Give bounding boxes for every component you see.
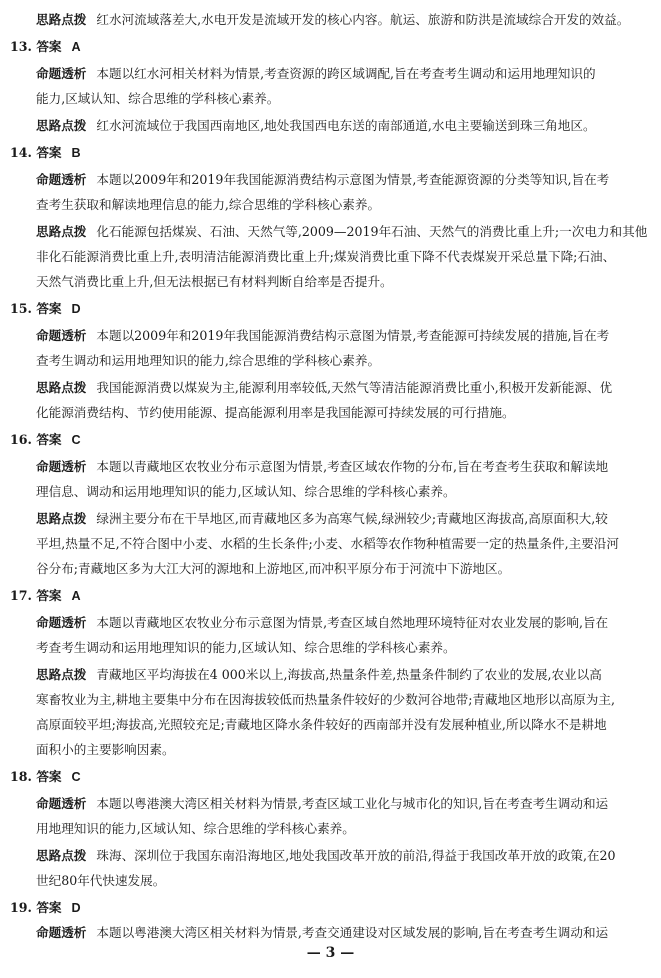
line-text: 本题以粤港澳大湾区相关材料为情景,考查区域工业化与城市化的知识,旨在考查考生调动和运 — [96, 796, 609, 811]
text-line — [36, 819, 651, 839]
answer-value: A — [71, 40, 81, 54]
text-line — [36, 89, 651, 109]
answer-value: D — [71, 901, 81, 915]
line-text: 红水河流域位于我国西南地区,地处我国西电东送的南部通道,水电主要输送到珠三角地区。 — [96, 118, 596, 133]
answer-label: 答案 — [36, 145, 62, 160]
line-text: 平坦,热量不足,不符合图中小麦、水稻的生长条件;小麦、水稻等农作物种植需要一定的热量条件,主要沿河 — [36, 536, 619, 551]
line-text: 考查考生调动和运用地理知识的能力,区域认知、综合思维的学科核心素养。 — [36, 640, 456, 655]
answer-line — [10, 767, 625, 787]
text-line — [36, 690, 651, 710]
text-line — [36, 326, 651, 346]
text-line — [36, 247, 651, 267]
section-label: 命题透析 — [36, 459, 87, 474]
line-text: 用地理知识的能力,区域认知、综合思维的学科核心素养。 — [36, 821, 355, 836]
answer-label: 答案 — [36, 769, 62, 784]
line-text: 本题以2009年和2019年我国能源消费结构示意图为情景,考查能源可持续发展的措施,旨在考 — [96, 328, 610, 343]
line-text: 青藏地区平均海拔在4 000米以上,海拔高,热量条件差,热量条件制约了农业的发展,农业以高 — [96, 667, 602, 682]
question-number: 15. — [10, 301, 32, 316]
line-text: 查考生获取和解读地理信息的能力,综合思维的学科核心素养。 — [36, 197, 381, 212]
text-line — [36, 457, 651, 477]
answer-label: 答案 — [36, 900, 62, 915]
line-text: 珠海、深圳位于我国东南沿海地区,地处我国改革开放的前沿,得益于我国改革开放的政策,在20 — [96, 848, 616, 863]
question-number: 16. — [10, 432, 32, 447]
answer-value: D — [71, 302, 81, 316]
line-text: 寒畜牧业为主,耕地主要集中分布在因海拔较低而热量条件较好的少数河谷地带;青藏地区地形以高原为主, — [36, 692, 615, 707]
section-label: 命题透析 — [36, 328, 87, 343]
line-text: 化石能源包括煤炭、石油、天然气等,2009—2019年石油、天然气的消费比重上升;一次电力和其他 — [96, 224, 648, 239]
answer-label: 答案 — [36, 588, 62, 603]
line-text: 本题以青藏地区农牧业分布示意图为情景,考查区域农作物的分布,旨在考查考生获取和解读地 — [96, 459, 609, 474]
answer-value: C — [71, 770, 81, 784]
answer-line — [10, 37, 625, 57]
text-line — [36, 351, 651, 371]
text-line — [36, 638, 651, 658]
question-number: 18. — [10, 769, 32, 784]
text-line — [36, 534, 651, 554]
page-number: — 3 — — [306, 945, 355, 961]
answer-line — [10, 430, 625, 450]
line-text: 绿洲主要分布在干旱地区,而青藏地区多为高寒气候,绿洲较少;青藏地区海拔高,高原面积大,较 — [96, 511, 608, 526]
section-label: 命题透析 — [36, 615, 87, 630]
section-label: 命题透析 — [36, 796, 87, 811]
section-label: 思路点拨 — [36, 224, 87, 239]
answer-line — [10, 299, 625, 319]
line-text: 非化石能源消费比重上升,表明清洁能源消费比重上升;煤炭消费比重下降不代表煤炭开采总量下降;石油、 — [36, 249, 616, 264]
answer-label: 答案 — [36, 432, 62, 447]
line-text: 谷分布;青藏地区多为大江大河的源地和上游地区,而冲积平原分布于河流中下游地区。 — [36, 561, 511, 576]
answer-line — [10, 898, 625, 918]
question-number: 13. — [10, 39, 32, 54]
text-line — [36, 10, 651, 30]
text-line — [36, 170, 651, 190]
question-number: 19. — [10, 900, 32, 915]
question-number: 17. — [10, 588, 32, 603]
text-line — [36, 378, 651, 398]
section-label: 思路点拨 — [36, 380, 87, 395]
answer-value: B — [71, 146, 81, 160]
answer-value: C — [71, 433, 81, 447]
text-line — [36, 482, 651, 502]
line-text: 世纪80年代快速发展。 — [36, 873, 166, 888]
line-text: 我国能源消费以煤炭为主,能源利用率较低,天然气等清洁能源消费比重小,积极开发新能源、优 — [96, 380, 613, 395]
section-label: 思路点拨 — [36, 511, 87, 526]
text-line — [36, 613, 651, 633]
line-text: 理信息、调动和运用地理知识的能力,区域认知、综合思维的学科核心素养。 — [36, 484, 456, 499]
text-line — [36, 222, 651, 242]
line-text: 查考生调动和运用地理知识的能力,综合思维的学科核心素养。 — [36, 353, 381, 368]
section-label: 思路点拨 — [36, 118, 87, 133]
section-label: 思路点拨 — [36, 667, 87, 682]
text-line — [36, 846, 651, 866]
text-line — [36, 559, 651, 579]
answer-label: 答案 — [36, 301, 62, 316]
text-line — [36, 272, 651, 292]
text-line — [36, 715, 651, 735]
text-line — [36, 740, 651, 760]
text-line — [36, 794, 651, 814]
answer-line — [10, 143, 625, 163]
line-text: 化能源消费结构、节约使用能源、提高能源利用率是我国能源可持续发展的可行措施。 — [36, 405, 515, 420]
text-line — [36, 923, 651, 943]
line-text: 面积小的主要影响因素。 — [36, 742, 175, 757]
text-line — [36, 64, 651, 84]
line-text: 高原面较平坦;海拔高,光照较充足;青藏地区降水条件较好的西南部并没有发展种植业,所以降水不是耕地 — [36, 717, 607, 732]
text-line — [36, 871, 651, 891]
answer-value: A — [71, 589, 81, 603]
section-label: 命题透析 — [36, 925, 87, 940]
section-label: 思路点拨 — [36, 12, 87, 27]
line-text: 本题以青藏地区农牧业分布示意图为情景,考查区域自然地理环境特征对农业发展的影响,旨在 — [96, 615, 609, 630]
answer-line — [10, 586, 625, 606]
line-text: 本题以粤港澳大湾区相关材料为情景,考查交通建设对区域发展的影响,旨在考查考生调动和运 — [96, 925, 609, 940]
text-line — [36, 509, 651, 529]
section-label: 思路点拨 — [36, 848, 87, 863]
line-text: 能力,区域认知、综合思维的学科核心素养。 — [36, 91, 280, 106]
text-line — [36, 403, 651, 423]
line-text: 本题以2009年和2019年我国能源消费结构示意图为情景,考查能源资源的分类等知识,旨在考 — [96, 172, 610, 187]
answer-label: 答案 — [36, 39, 62, 54]
text-line — [36, 665, 651, 685]
text-line — [36, 195, 651, 215]
section-label: 命题透析 — [36, 66, 87, 81]
line-text: 天然气消费比重上升,但无法根据已有材料判断自给率是否提升。 — [36, 274, 393, 289]
line-text: 红水河流域落差大,水电开发是流域开发的核心内容。航运、旅游和防洪是流域综合开发的效益。 — [96, 12, 630, 27]
line-text: 本题以红水河相关材料为情景,考查资源的跨区域调配,旨在考查考生调动和运用地理知识的 — [96, 66, 596, 81]
text-line — [36, 116, 651, 136]
question-number: 14. — [10, 145, 32, 160]
section-label: 命题透析 — [36, 172, 87, 187]
